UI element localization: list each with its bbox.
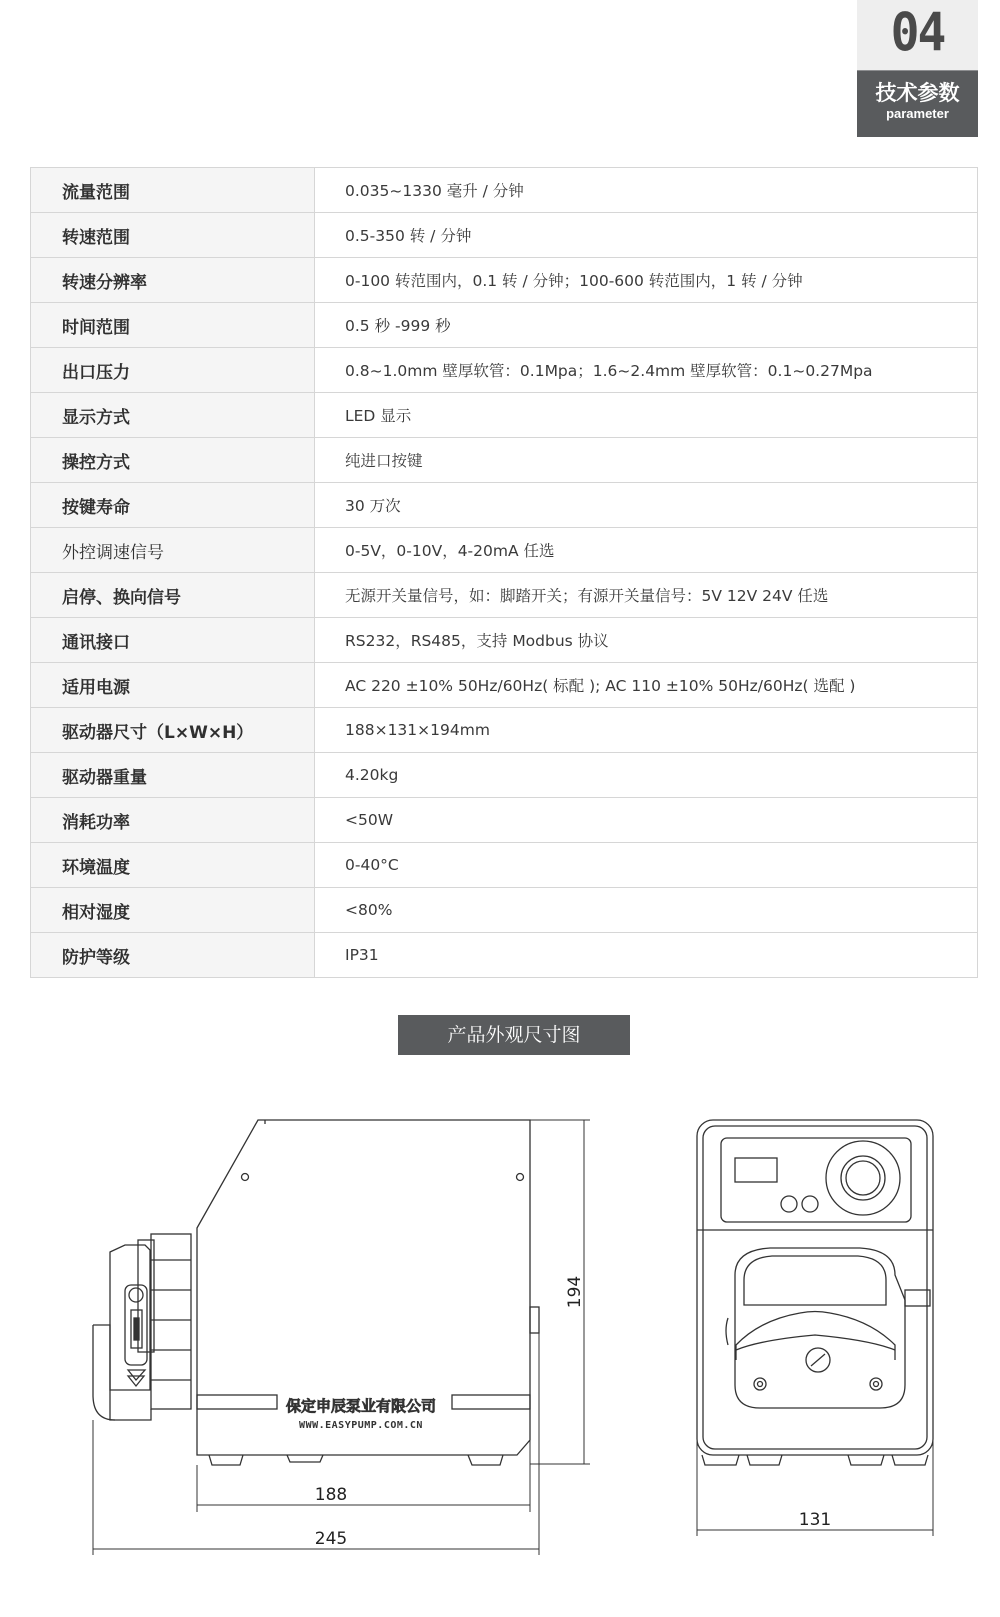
spec-label: 流量范围 — [31, 168, 315, 213]
spec-label: 通讯接口 — [31, 618, 315, 663]
spec-label: 时间范围 — [31, 303, 315, 348]
spec-label: 按键寿命 — [31, 483, 315, 528]
display-screen — [735, 1158, 777, 1182]
side-connector — [530, 1307, 539, 1333]
dimension-total-length: 245 — [314, 1529, 348, 1549]
front-view — [697, 1120, 933, 1465]
dimension-height: 194 — [565, 1275, 585, 1309]
spec-label: 消耗功率 — [31, 798, 315, 843]
screw-icon — [517, 1174, 524, 1181]
spec-value: 0.5 秒 -999 秒 — [315, 303, 978, 348]
spec-label: 驱动器尺寸（L×W×H） — [31, 708, 315, 753]
spec-label: 操控方式 — [31, 438, 315, 483]
spec-label: 外控调速信号 — [31, 528, 315, 573]
spec-value: 0.5-350 转 / 分钟 — [315, 213, 978, 258]
spec-value: 0-40°C — [315, 843, 978, 888]
spec-value: <50W — [315, 798, 978, 843]
spec-value: 30 万次 — [315, 483, 978, 528]
spec-value: <80% — [315, 888, 978, 933]
brand-name: 保定申辰泵业有限公司 — [285, 1397, 437, 1415]
keypad-icon — [826, 1141, 900, 1215]
section-title: 技术参数 — [875, 81, 960, 105]
spec-label: 防护等级 — [31, 933, 315, 978]
drawing-title: 产品外观尺寸图 — [398, 1015, 630, 1055]
spec-label: 环境温度 — [31, 843, 315, 888]
spec-value: LED 显示 — [315, 393, 978, 438]
spec-value: IP31 — [315, 933, 978, 978]
spec-value: 0.8~1.0mm 壁厚软管：0.1Mpa；1.6~2.4mm 壁厚软管：0.1~0.27Mpa — [315, 348, 978, 393]
spec-label: 相对湿度 — [31, 888, 315, 933]
dimension-width: 131 — [798, 1510, 832, 1530]
tube-connector — [905, 1290, 930, 1306]
screw-icon — [242, 1174, 249, 1181]
dimension-body-length: 188 — [314, 1485, 348, 1505]
front-body — [697, 1120, 933, 1455]
spec-label: 启停、换向信号 — [31, 573, 315, 618]
spec-value: 0.035~1330 毫升 / 分钟 — [315, 168, 978, 213]
spec-value: 纯进口按键 — [315, 438, 978, 483]
section-number: 04 — [857, 0, 978, 70]
spec-label: 转速范围 — [31, 213, 315, 258]
spec-value: 0-5V，0-10V，4-20mA 任选 — [315, 528, 978, 573]
spec-label: 显示方式 — [31, 393, 315, 438]
section-subtitle: parameter — [886, 106, 949, 121]
spec-value: 无源开关量信号，如：脚踏开关；有源开关量信号：5V 12V 24V 任选 — [315, 573, 978, 618]
spec-value: 0-100 转范围内，0.1 转 / 分钟；100-600 转范围内，1 转 / 分钟 — [315, 258, 978, 303]
spec-value: RS232，RS485，支持 Modbus 协议 — [315, 618, 978, 663]
spec-label: 适用电源 — [31, 663, 315, 708]
indicator-light — [802, 1196, 818, 1212]
pump-head-front — [735, 1248, 905, 1408]
spec-value: AC 220 ±10% 50Hz/60Hz( 标配 ); AC 110 ±10% 50Hz/60Hz( 选配 ) — [315, 663, 978, 708]
spec-value: 188×131×194mm — [315, 708, 978, 753]
spec-value: 4.20kg — [315, 753, 978, 798]
spec-label: 出口压力 — [31, 348, 315, 393]
indicator-light — [781, 1196, 797, 1212]
spec-label: 转速分辨率 — [31, 258, 315, 303]
brand-url: WWW.EASYPUMP.COM.CN — [299, 1420, 423, 1431]
spec-label: 驱动器重量 — [31, 753, 315, 798]
